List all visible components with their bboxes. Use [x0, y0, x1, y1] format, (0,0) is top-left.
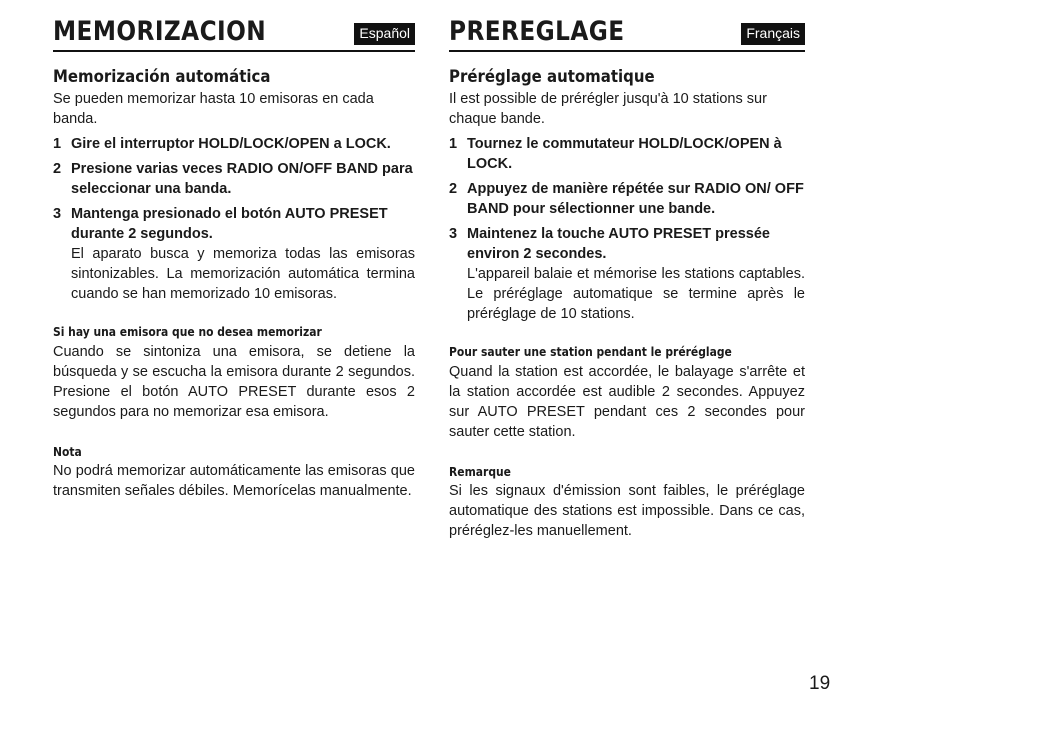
step-number: 1 [449, 136, 458, 152]
french-intro: Il est possible de prérégler jusqu'à 10 stations sur chaque bande. [449, 91, 767, 127]
step-description: L'appareil balaie et mémorise les stations captables. Le préréglage automatique se termine après le préréglage de 10 stations. [467, 266, 805, 322]
spanish-note-body: No podrá memorizar automáticamente las emisoras que transmiten señales débiles. Memorícelas manualmente. [53, 463, 415, 499]
step-number: 3 [449, 226, 458, 242]
step-heading: Gire el interruptor HOLD/LOCK/OPEN a LOCK. [71, 136, 391, 152]
page-number: 19 [809, 673, 831, 694]
spanish-steps [53, 134, 415, 304]
step-description: El aparato busca y memoriza todas las emisoras sintonizables. La memorización automática termina cuando se han memorizado 10 emisoras. [71, 246, 415, 302]
step-heading: Tournez le commutateur HOLD/LOCK/OPEN à LOCK. [467, 136, 782, 172]
french-step-1 [449, 134, 805, 174]
step-number: 3 [53, 206, 62, 222]
french-skip-body: Quand la station est accordée, le balayage s'arrête et la station accordée est audible 2 secondes. Appuyez sur AUTO PRESET pendant ces 2 secondes pour sauter cette station. [449, 364, 805, 440]
spanish-language-badge: Español [354, 23, 415, 45]
french-steps [449, 134, 805, 324]
spanish-skip-body: Cuando se sintoniza una emisora, se detiene la búsqueda y se escucha la emisora durante 2 segundos. Presione el botón AUTO PRESET durante esos 2 segundos para no memorizar esa emisora. [53, 344, 415, 420]
french-note-section [449, 463, 805, 541]
step-heading: Appuyez de manière répétée sur RADIO ON/ OFF BAND pour sélectionner une bande. [467, 181, 804, 217]
spanish-note-section [53, 443, 415, 501]
french-note-body: Si les signaux d'émission sont faibles, le préréglage automatique des stations est impossible. Dans ce cas, préréglez-les manuellement. [449, 483, 805, 539]
spanish-step-2 [53, 159, 415, 199]
french-step-3 [449, 224, 805, 324]
step-number: 1 [53, 136, 62, 152]
spanish-skip-title: Si hay una emisora que no desea memorizar [53, 324, 322, 339]
french-subtitle: Préréglage automatique [449, 67, 655, 87]
spanish-column [53, 14, 415, 501]
spanish-step-1 [53, 134, 415, 154]
french-step-2 [449, 179, 805, 219]
spanish-intro: Se pueden memorizar hasta 10 emisoras en cada banda. [53, 91, 374, 127]
french-header [449, 14, 805, 52]
spanish-page-title: MEMORIZACION [53, 16, 267, 47]
spanish-subtitle: Memorización automática [53, 67, 271, 87]
step-heading: Mantenga presionado el botón AUTO PRESET durante 2 segundos. [71, 206, 388, 242]
french-column [449, 14, 805, 541]
step-heading: Maintenez la touche AUTO PRESET pressée environ 2 secondes. [467, 226, 770, 262]
step-number: 2 [449, 181, 458, 197]
french-note-title: Remarque [449, 464, 511, 479]
step-heading: Presione varias veces RADIO ON/OFF BAND para seleccionar una banda. [71, 161, 413, 197]
spanish-skip-section [53, 323, 415, 422]
french-skip-section [449, 343, 805, 442]
spanish-header [53, 14, 415, 52]
french-language-badge: Français [741, 23, 805, 45]
spanish-note-title: Nota [53, 444, 82, 459]
spanish-step-3 [53, 204, 415, 304]
french-skip-title: Pour sauter une station pendant le préréglage [449, 344, 732, 359]
step-number: 2 [53, 161, 62, 177]
french-page-title: PREREGLAGE [449, 16, 625, 47]
